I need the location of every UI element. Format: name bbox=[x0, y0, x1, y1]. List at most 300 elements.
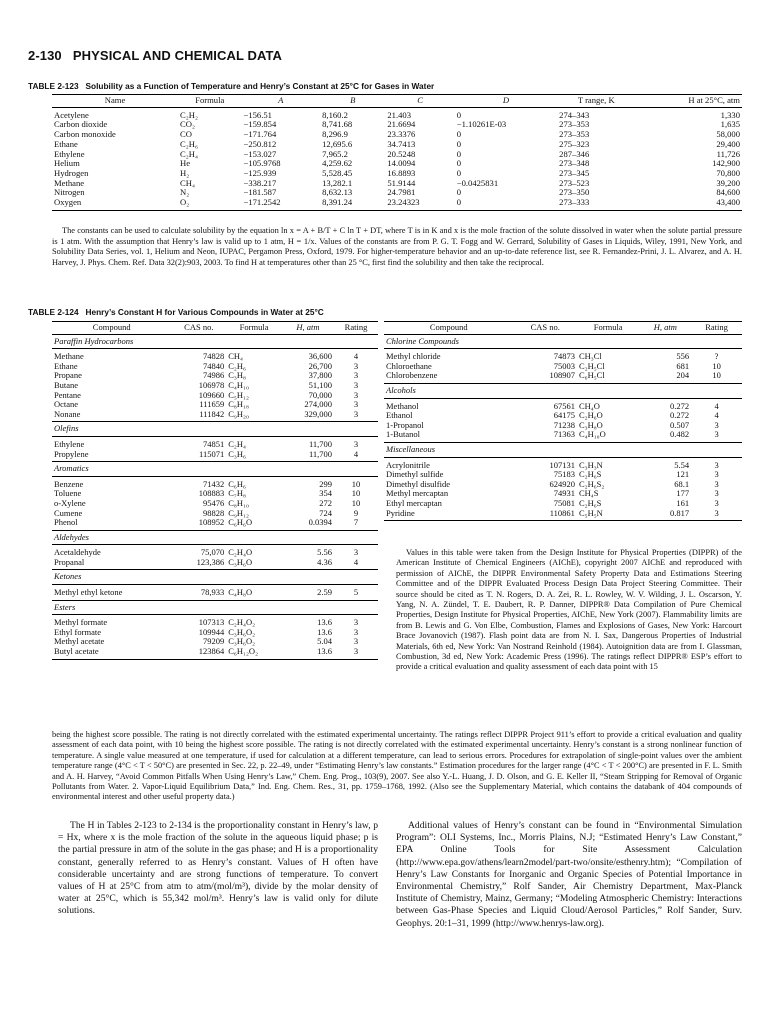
table2-cell: 111659 bbox=[199, 399, 225, 410]
table2-cell: C₂H₄ bbox=[228, 438, 246, 449]
table2-cell: Pyridine bbox=[384, 509, 514, 521]
table2-cell: 3 bbox=[714, 478, 719, 489]
table2-cell: 74873 bbox=[553, 351, 575, 362]
table1-cell: 70,800 bbox=[716, 167, 740, 178]
table2-cell: C₆H₆O bbox=[226, 518, 282, 530]
table2-cell: 11,700 bbox=[308, 438, 333, 449]
table2-left bbox=[52, 321, 378, 660]
table2-col-header: H, atm bbox=[639, 322, 691, 335]
table2-cell: 1-Propanol bbox=[386, 419, 424, 430]
table2-cell: 4 bbox=[334, 558, 378, 570]
table1-cell: 4,259.62 bbox=[322, 158, 353, 169]
table2-cell: C₄H₁₀O bbox=[577, 430, 640, 442]
table2-cell: 3 bbox=[714, 419, 719, 430]
table2-cell: 0.272 bbox=[670, 400, 690, 411]
table2-cell: Dimethyl disulfide bbox=[386, 478, 450, 489]
table2-cell: 98828 bbox=[202, 507, 225, 518]
table1-col-header: A bbox=[241, 95, 320, 108]
table2-cell: C₅H₁₂ bbox=[228, 389, 249, 400]
table2-cell: 107131 bbox=[549, 459, 575, 470]
table2-col-header: CAS no. bbox=[514, 322, 577, 335]
table2-cell: 4.36 bbox=[282, 558, 334, 570]
table1-cell: 273–350 bbox=[559, 187, 590, 198]
table2-cell: 10 bbox=[351, 488, 361, 499]
table2-cell: 3 bbox=[691, 430, 742, 442]
table1-col-header: B bbox=[320, 95, 385, 108]
table2-cell: Propanal bbox=[52, 558, 171, 570]
table2-caption bbox=[28, 307, 324, 317]
table2-cell: 10 bbox=[691, 371, 742, 383]
table2-cell: Acetaldehyde bbox=[54, 547, 101, 558]
table2-cell: Ethane bbox=[54, 360, 78, 371]
table1-cell: −171.2542 bbox=[241, 198, 320, 210]
table2-row bbox=[52, 558, 378, 570]
table1-cell: −250.812 bbox=[243, 138, 277, 149]
table2-section-title: Olefins bbox=[52, 422, 378, 437]
table1-note: The constants can be used to calculate solubility by the equation ln x = A + B/T + C ln T + DT, where T is in K and x is the mole fraction of the solute dissolved in water when the solute partial pressure is 1 atm. With the assumption that Henry’s law is valid up to 1 atm, H = 1/x. Values of the constants are from P. G. T. Fogg and W. Gerrard, Solubility of Gases in Liquids, Wiley, 1991, New York, and Solubility Data Series, vol. 1, Helium and Neon, IUPAC, Pergamon Press, Oxford, 1979. For higher-temperature behavior and an up-to-date reference list, see R. Fernandez-Prini, J. L. Alvarez, and A. H. Harvey, J. Phys. Chem. Ref. Data 32(2):903, 2003. To find H at temperatures other than 25 °C, first find the solubility and then take the reciprocal. bbox=[52, 226, 742, 267]
table1-col-header: T range, K bbox=[557, 95, 635, 108]
table2-cell: 3 bbox=[353, 438, 359, 449]
table1-cell: 21.403 bbox=[387, 109, 412, 120]
table2-cell: o-Xylene bbox=[54, 497, 86, 508]
table2-cell: 3 bbox=[353, 626, 359, 637]
table1-col-header: Formula bbox=[178, 95, 241, 108]
table2-cell: 354 bbox=[319, 488, 333, 499]
table2-cell: C₈H₁₈ bbox=[228, 399, 249, 410]
table2-cell: C₉H₁₂ bbox=[228, 507, 249, 518]
table1-cell: Carbon dioxide bbox=[54, 119, 108, 130]
table2-cell: Methyl mercaptan bbox=[386, 488, 449, 499]
table1-cell: 11,726 bbox=[716, 148, 740, 159]
table2-row bbox=[52, 545, 378, 558]
table2-cell: Ethyl formate bbox=[54, 626, 101, 637]
table1-cell: 273–348 bbox=[559, 158, 590, 169]
table2-cell: 106978 bbox=[198, 379, 225, 390]
table1-row bbox=[52, 198, 742, 210]
table2-cell: 3 bbox=[353, 379, 359, 390]
table2-cell: C₂H₆S₂ bbox=[578, 478, 605, 489]
table1-cell: 23.24323 bbox=[385, 198, 454, 210]
table1-cell: 51.9144 bbox=[387, 177, 416, 188]
table2-cell: Nonane bbox=[52, 410, 171, 422]
table2-cell: 74851 bbox=[202, 438, 225, 449]
table2-cell: 10 bbox=[712, 360, 721, 371]
page-title: PHYSICAL AND CHEMICAL DATA bbox=[72, 48, 283, 63]
table1-cell: CO₂ bbox=[180, 119, 195, 130]
table2-cell: 624920 bbox=[549, 478, 575, 489]
table2-cell: CH₄O bbox=[578, 400, 600, 411]
table2-cell: 108907 bbox=[514, 371, 577, 383]
table2-cell: 51,100 bbox=[308, 379, 333, 390]
table1 bbox=[52, 94, 742, 211]
table2-cell: 68.1 bbox=[674, 478, 690, 489]
table2-section-row bbox=[52, 530, 378, 545]
table1-cell: C₂H₄ bbox=[180, 148, 198, 159]
table2-cell: 3 bbox=[353, 360, 359, 371]
table2-cell: CH₃Cl bbox=[578, 351, 602, 362]
table2-cell: 26,700 bbox=[308, 360, 333, 371]
table1-cell: 12,695.6 bbox=[322, 138, 353, 149]
table1-cell: −153.027 bbox=[243, 148, 277, 159]
body-paragraph-left: The H in Tables 2-123 to 2-134 is the proportionality constant in Henry’s law, p = Hx, where x is the mole fraction of the solute in the aqueous liquid phase; p is the partial pressure in atm of the solute in the gas phase; and H is a proportionality constant, generally referred to as Henry’s constant. Values of H often have considerable uncertainty and are strong functions of temperature. To convert values of H at 25°C from atm to atm/(mol/m³), divide by the molar density of water at 25°C, which is 55,342 mol/m³. Henry’s law is valid only for dilute solutions. bbox=[58, 820, 378, 917]
table1-cell: 1,330 bbox=[720, 109, 740, 120]
table2-cell: 64175 bbox=[553, 410, 575, 421]
table2-cell: Butyl acetate bbox=[52, 647, 171, 659]
table2-cell: 724 bbox=[319, 507, 333, 518]
table2-cell: Butane bbox=[54, 379, 79, 390]
table2-cell: CH₄S bbox=[578, 488, 599, 499]
table2-row bbox=[52, 410, 378, 422]
table2-section-title: Chlorine Compounds bbox=[384, 334, 742, 349]
table2-cell: 4 bbox=[353, 351, 359, 362]
table2-cell: 4 bbox=[334, 450, 378, 462]
table1-col-header: C bbox=[385, 95, 454, 108]
table2-cell: 3 bbox=[334, 410, 378, 422]
table1-cell: He bbox=[180, 158, 191, 169]
table1-cell: −125.939 bbox=[243, 167, 277, 178]
table2-cell: C₃H₃N bbox=[578, 459, 603, 470]
table2-cell: 13.6 bbox=[282, 647, 334, 659]
table1-cell: 0 bbox=[456, 167, 462, 178]
table2-cell: 3 bbox=[714, 469, 719, 480]
table2-section-title: Paraffin Hydrocarbons bbox=[52, 334, 378, 349]
table2-cell: 75,070 bbox=[200, 547, 225, 558]
table1-cell: 23.3376 bbox=[387, 129, 416, 140]
table2-cell: 3 bbox=[353, 617, 359, 628]
table2-cell: Pentane bbox=[54, 389, 81, 400]
table2-label: TABLE 2-124 bbox=[28, 307, 79, 317]
table2-cell: 3 bbox=[353, 636, 359, 647]
table1-cell: 142,900 bbox=[712, 158, 740, 169]
table2-cell: 11,700 bbox=[282, 450, 334, 462]
table2-cell: Toluene bbox=[54, 488, 82, 499]
table2-cell: CH₄ bbox=[228, 351, 244, 362]
table2-cell: 111842 bbox=[171, 410, 226, 422]
table2-section-title: Ketones bbox=[52, 570, 378, 585]
table2-cell: Methane bbox=[54, 351, 84, 362]
table2-cell: C₃H₆ bbox=[226, 450, 282, 462]
table2-cell: 115071 bbox=[171, 450, 226, 462]
table1-cell: −181.587 bbox=[243, 187, 277, 198]
table2-cell: 37,800 bbox=[308, 370, 333, 381]
table1-cell: C₂H₂ bbox=[180, 109, 198, 120]
table1-cell: Hydrogen bbox=[54, 167, 89, 178]
table2-cell: C₃H₆O₂ bbox=[228, 626, 256, 637]
table1-cell: 7,965.2 bbox=[322, 148, 348, 159]
table2-section-title: Aromatics bbox=[52, 462, 378, 477]
table1-cell: 24.7981 bbox=[387, 187, 416, 198]
table2-cell: 5.04 bbox=[317, 636, 333, 647]
table2-row bbox=[52, 518, 378, 530]
table2-cell: 3 bbox=[353, 399, 359, 410]
table1-cell: 0 bbox=[455, 198, 557, 210]
table1-cell: −171.764 bbox=[243, 129, 277, 140]
table2-row bbox=[52, 450, 378, 462]
table2-cell: 4 bbox=[714, 400, 719, 411]
table2-cell: 109944 bbox=[198, 626, 225, 637]
table1-cell: −156.51 bbox=[243, 109, 272, 120]
table2-cell: Methyl formate bbox=[54, 617, 108, 628]
table2-cell: 556 bbox=[676, 351, 690, 362]
table1-cell: 8,632.13 bbox=[322, 187, 353, 198]
table2-row bbox=[52, 585, 378, 601]
table1-cell: O₂ bbox=[178, 198, 241, 210]
table2-cell: C₈H₁₀ bbox=[228, 497, 249, 508]
table2-cell: C₆H₁₂O₂ bbox=[226, 647, 282, 659]
table2-cell: 71363 bbox=[514, 430, 577, 442]
table1-caption bbox=[28, 81, 434, 91]
table2-cell: 3 bbox=[353, 547, 359, 558]
table2-cell: Acrylonitrile bbox=[386, 459, 430, 470]
page-number: 2-130 bbox=[28, 48, 62, 63]
table2-cell: 0.482 bbox=[639, 430, 691, 442]
table2-col-header: CAS no. bbox=[171, 322, 226, 335]
table2-cell: 161 bbox=[676, 497, 690, 508]
table1-cell: 21.6694 bbox=[387, 119, 416, 130]
table1-cell: 14.0094 bbox=[387, 158, 416, 169]
table2-cell: Chlorobenzene bbox=[384, 371, 514, 383]
table1-cell: 8,296.9 bbox=[322, 129, 348, 140]
table2-cell: 71432 bbox=[202, 478, 225, 489]
table2-section-row bbox=[384, 383, 742, 398]
table2-row bbox=[384, 509, 742, 521]
table1-cell: Ethane bbox=[54, 138, 78, 149]
table2-cell: Octane bbox=[54, 399, 79, 410]
table1-cell: −0.0425831 bbox=[456, 177, 499, 188]
table2-cell: 36,600 bbox=[308, 351, 333, 362]
table2-cell: 204 bbox=[639, 371, 691, 383]
table1-cell: Methane bbox=[54, 177, 85, 188]
table1-cell: 273–345 bbox=[559, 167, 590, 178]
table2-cell: 67561 bbox=[553, 400, 575, 411]
table2-cell: 299 bbox=[319, 478, 333, 489]
table1-title: Solubility as a Function of Temperature and Henry’s Constant at 25°C for Gases in Water bbox=[85, 81, 435, 91]
table2-cell: 0.817 bbox=[639, 509, 691, 521]
table2-cell: Methanol bbox=[386, 400, 419, 411]
table2-cell: 272 bbox=[319, 497, 333, 508]
table2-row bbox=[384, 349, 742, 362]
body-paragraph-right: Additional values of Henry’s constant can be found in “Environmental Simulation Program”: OLI Systems, Inc., Morris Plains, N.J; “Estimated Henry’s Law Constant,” EPA Online Tools for Site Assessment Calculation (http://www.epa.gov/athens/learn2model/part-two/onsite/esthenry.htm); “Compilation of Henry’s Law Constants for Inorganic and Organic Species of Potential Importance in Environmental Chemistry,” Rolf Sander, Air Chemistry Department, Max-Planck Institute of Chemistry, Mainz, Germany; “Modeling Atmospheric Chemistry: Interactions between Gas-Phase Species and Liquid Cloud/Aerosol Particles,” Rolf Sander, Surv. Geophys. 20:1–31, 1999 (http://www.henrys-law.org). bbox=[396, 820, 742, 929]
table1-cell: 8,391.24 bbox=[320, 198, 385, 210]
table1-cell: 273–353 bbox=[559, 129, 590, 140]
table1-cell: 1,635 bbox=[720, 119, 740, 130]
table2-cell: C₇H₈ bbox=[228, 488, 246, 499]
table2-cell: 5.56 bbox=[317, 547, 333, 558]
table2-col-header: Compound bbox=[384, 322, 514, 335]
table2-cell: C₂H₆O bbox=[578, 410, 603, 421]
table2-cell: Phenol bbox=[52, 518, 171, 530]
table2-cell: 74840 bbox=[202, 360, 225, 371]
table2-cell: C₃H₈ bbox=[228, 370, 246, 381]
table2-cell: C₉H₂₀ bbox=[226, 410, 282, 422]
table2-cell: 329,000 bbox=[282, 410, 334, 422]
table2-cell: C₄H₁₀ bbox=[228, 379, 249, 390]
table1-col-header: H at 25°C, atm bbox=[635, 95, 742, 108]
table2-cell: 13.6 bbox=[317, 626, 333, 637]
table2-section-row bbox=[384, 442, 742, 457]
table1-cell: 39,200 bbox=[716, 177, 740, 188]
table2-section-title: Esters bbox=[52, 600, 378, 615]
table2-section-row bbox=[52, 600, 378, 615]
table2-col-header: Formula bbox=[577, 322, 640, 335]
table2-cell: Chloroethane bbox=[386, 360, 432, 371]
table2-cell: Ethanol bbox=[386, 410, 413, 421]
table1-cell: −1.10261E-03 bbox=[456, 119, 507, 130]
table2-section-row bbox=[52, 570, 378, 585]
table1-cell: CO bbox=[180, 129, 192, 140]
table2-row bbox=[52, 647, 378, 659]
table2-cell: ? bbox=[714, 351, 719, 362]
table2-cell: 681 bbox=[676, 360, 690, 371]
table2-cell: 79209 bbox=[202, 636, 225, 647]
table1-cell: Acetylene bbox=[54, 109, 89, 120]
table2-cell: 10 bbox=[351, 497, 361, 508]
table2-cell: C₂H₄O₂ bbox=[228, 617, 256, 628]
table2-cell: 10 bbox=[351, 478, 361, 489]
table1-cell: 0 bbox=[456, 148, 462, 159]
table2-cell: Methyl ethyl ketone bbox=[52, 585, 171, 601]
table2-cell: C₂H₅Cl bbox=[578, 360, 605, 371]
table2-cell: 3 bbox=[714, 497, 719, 508]
table2-cell: C₃H₆O₂ bbox=[228, 636, 256, 647]
table1-col-header: D bbox=[455, 95, 557, 108]
table2-cell: 3 bbox=[714, 459, 719, 470]
table2-cell: Propylene bbox=[52, 450, 171, 462]
table2-cell: C₂H₆S bbox=[578, 497, 602, 508]
table1-cell: 20.5248 bbox=[387, 148, 416, 159]
table2-note-part2: being the highest score possible. The rating is not directly correlated with the estimated experimental uncertainty. The ratings reflect DIPPR Project 911’s effort to provide a critical evaluation and quality assessment of each data point, with 10 being the highest score possible. The rating is not directly correlated with the estimated experimental uncertainty. Henry’s constant is a strong nonlinear function of temperature. A single value measured at one temperature, if used for calculation at a different temperature, can lead to serious errors. Procedures for extrapolation of single-point values over the ambient temperature range (4°C < T < 50°C) are presented in Sec. 22, p. 22–49, under “Estimating Henry’s law constants.” Estimation procedures for the larger range (4°C < T < 200°C) are presented in F. L. Smith and A. H. Harvey, “Avoid Common Pitfalls When Using Henry’s Law,” Chem. Eng. Prog., 103(9), 2007. See also Y.-L. Huang, J. D. Olson, and G. E. Keller II, “Steam Stripping for Removal of Organic Pollutants from Water. 2. Vapor-Liquid Equilibrium Data,” Ind. Eng. Chem. Res., 31, pp. 1759–1768, 1992. (Also see the Supplementary Material, which contains the databank of 404 compounds of environmental interest and other useful property data.) bbox=[52, 730, 742, 802]
table2-cell: Propane bbox=[54, 370, 82, 381]
table1-cell: 58,000 bbox=[716, 129, 740, 140]
table1-cell: 273–333 bbox=[557, 198, 635, 210]
table2-row bbox=[52, 436, 378, 449]
table1-cell: 0 bbox=[456, 138, 462, 149]
table2-cell: C₃H₈O bbox=[578, 419, 603, 430]
table2-cell: 110861 bbox=[514, 509, 577, 521]
table2-col-header: Rating bbox=[691, 322, 742, 335]
table2-cell: 95476 bbox=[202, 497, 225, 508]
table1-cell: Nitrogen bbox=[54, 187, 85, 198]
table2-cell: 7 bbox=[334, 518, 378, 530]
table2-row bbox=[384, 371, 742, 383]
table2-cell: 74828 bbox=[202, 351, 225, 362]
table1-col-header: Name bbox=[52, 95, 178, 108]
table1-cell: −105.9768 bbox=[243, 158, 281, 169]
table2-note-part1: Values in this table were taken from the Design Institute for Physical Properties (DIPPR) of the American Institute of Chemical Engineers (AIChE), copyright 2007 AIChE and reproduced with permission of AIChE, the DIPPR Environmental Safety Property Data and Estimations Steering Committee and of the DIPPR Evaluated Process Design Data Project Steering Committee. Their source should be cited as T. N. Rogers, D. A. Zei, R. L. Rowley, W. V. Wilding, J. L. Oscarson, Y. Yang, N. A. Zündel, T. E. Daubert, R. P. Danner, DIPPR® Data Compilation of Pure Chemical Properties, Design Institute for Physical Properties, AIChE, New York (2007). Flammability limits are from B. Lewis and G. Von Elbe, Combustion, Flames and Explosions of Gases, New York: Harcourt Brace Jovanovich (1987). Flash point data are from N. I. Sax, Dangerous Properties of Industrial Materials, 6th ed, New York: Van Nostrand Reinhold (1984). Autoignition data are from I. Glassman, Combustion, 3d ed, New York: Academic Press (1996). The ratings reflect DIPPR® ESP’s effort to provide a critical evaluation and quality assessment of each data point with 15 bbox=[396, 548, 742, 672]
table2-cell: 71238 bbox=[553, 419, 575, 430]
table2-cell: 123,386 bbox=[171, 558, 226, 570]
table2-col-header: Rating bbox=[334, 322, 378, 335]
table2-col-header: H, atm bbox=[282, 322, 334, 335]
table1-cell: 8,160.2 bbox=[322, 109, 348, 120]
table1-cell: 34.7413 bbox=[387, 138, 416, 149]
table2-cell: 177 bbox=[676, 488, 690, 499]
table2-cell: Ethylene bbox=[54, 438, 85, 449]
table1-cell: 0 bbox=[456, 187, 462, 198]
table1-cell: CH₄ bbox=[180, 177, 195, 188]
table1-cell: 0 bbox=[456, 109, 462, 120]
table1-cell: 273–523 bbox=[559, 177, 590, 188]
table1-cell: −159.854 bbox=[243, 119, 277, 130]
table2-cell: 123864 bbox=[171, 647, 226, 659]
table2-cell: 108883 bbox=[198, 488, 225, 499]
table2-cell: 3 bbox=[334, 647, 378, 659]
table2-row bbox=[52, 615, 378, 628]
table2-cell: 108952 bbox=[171, 518, 226, 530]
table2-cell: C₄H₈O bbox=[226, 585, 282, 601]
table1-cell: 29,400 bbox=[716, 138, 740, 149]
table1-cell: 275–323 bbox=[559, 138, 590, 149]
table1-cell: C₂H₆ bbox=[180, 138, 198, 149]
table1-cell: Carbon monoxide bbox=[54, 129, 116, 140]
table1-cell: 287–346 bbox=[559, 148, 590, 159]
table2-cell: 75183 bbox=[553, 469, 575, 480]
table2-cell: Cumene bbox=[54, 507, 83, 518]
table2-cell: 107313 bbox=[198, 617, 225, 628]
table1-cell: 274–343 bbox=[559, 109, 590, 120]
table2-section-row bbox=[52, 462, 378, 477]
table1-cell: 43,400 bbox=[635, 198, 742, 210]
table2-cell: C₂H₆ bbox=[228, 360, 246, 371]
table2-cell: C₆H₆ bbox=[228, 478, 246, 489]
table2-cell: 109660 bbox=[198, 389, 225, 400]
table2-cell: 9 bbox=[353, 507, 359, 518]
table2-cell: 3 bbox=[353, 370, 359, 381]
table2-cell: 75003 bbox=[553, 360, 575, 371]
table2-right bbox=[384, 321, 742, 521]
table2-cell: Methyl acetate bbox=[54, 636, 105, 647]
table2-cell: 1-Butanol bbox=[384, 430, 514, 442]
table2-cell: 3 bbox=[714, 488, 719, 499]
table2-cell: 13.6 bbox=[317, 617, 333, 628]
table1-cell: Ethylene bbox=[54, 148, 85, 159]
table1-cell: Oxygen bbox=[52, 198, 178, 210]
table2-section-title: Aldehydes bbox=[52, 530, 378, 545]
table2-section-title: Miscellaneous bbox=[384, 442, 742, 457]
table1-cell: Helium bbox=[54, 158, 80, 169]
table1-cell: N₂ bbox=[180, 187, 190, 198]
table2-cell: Benzene bbox=[54, 478, 84, 489]
table2-cell: C₂H₆S bbox=[578, 469, 602, 480]
table2-cell: Ethyl mercaptan bbox=[386, 497, 442, 508]
table2-cell: 5 bbox=[334, 585, 378, 601]
table2-cell: 4 bbox=[714, 410, 719, 421]
table2-title: Henry’s Constant H for Various Compounds in Water at 25°C bbox=[85, 307, 324, 317]
table2-row bbox=[384, 430, 742, 442]
table2-cell: C₅H₅N bbox=[577, 509, 640, 521]
table2-cell: 121 bbox=[676, 469, 690, 480]
table2-cell: C₃H₆O bbox=[226, 558, 282, 570]
table2-cell: C₂H₄O bbox=[228, 547, 253, 558]
table2-cell: 0.0394 bbox=[282, 518, 334, 530]
table1-cell: 0 bbox=[456, 158, 462, 169]
table1-cell: 273–353 bbox=[559, 119, 590, 130]
table2-cell: C₆H₅Cl bbox=[577, 371, 640, 383]
table2-cell: 0.507 bbox=[670, 419, 690, 430]
table1-cell: H₂ bbox=[180, 167, 190, 178]
table2-col-header: Compound bbox=[52, 322, 171, 335]
table2-cell: 78,933 bbox=[171, 585, 226, 601]
table2-cell: 274,000 bbox=[304, 399, 333, 410]
table2-cell: Dimethyl sulfide bbox=[386, 469, 444, 480]
table2-row bbox=[52, 349, 378, 362]
page-header bbox=[28, 48, 282, 63]
table1-label: TABLE 2-123 bbox=[28, 81, 79, 91]
table2-section-row bbox=[384, 334, 742, 349]
table2-cell: 74986 bbox=[202, 370, 225, 381]
table2-cell: 75081 bbox=[553, 497, 575, 508]
table1-cell: 84,600 bbox=[716, 187, 740, 198]
